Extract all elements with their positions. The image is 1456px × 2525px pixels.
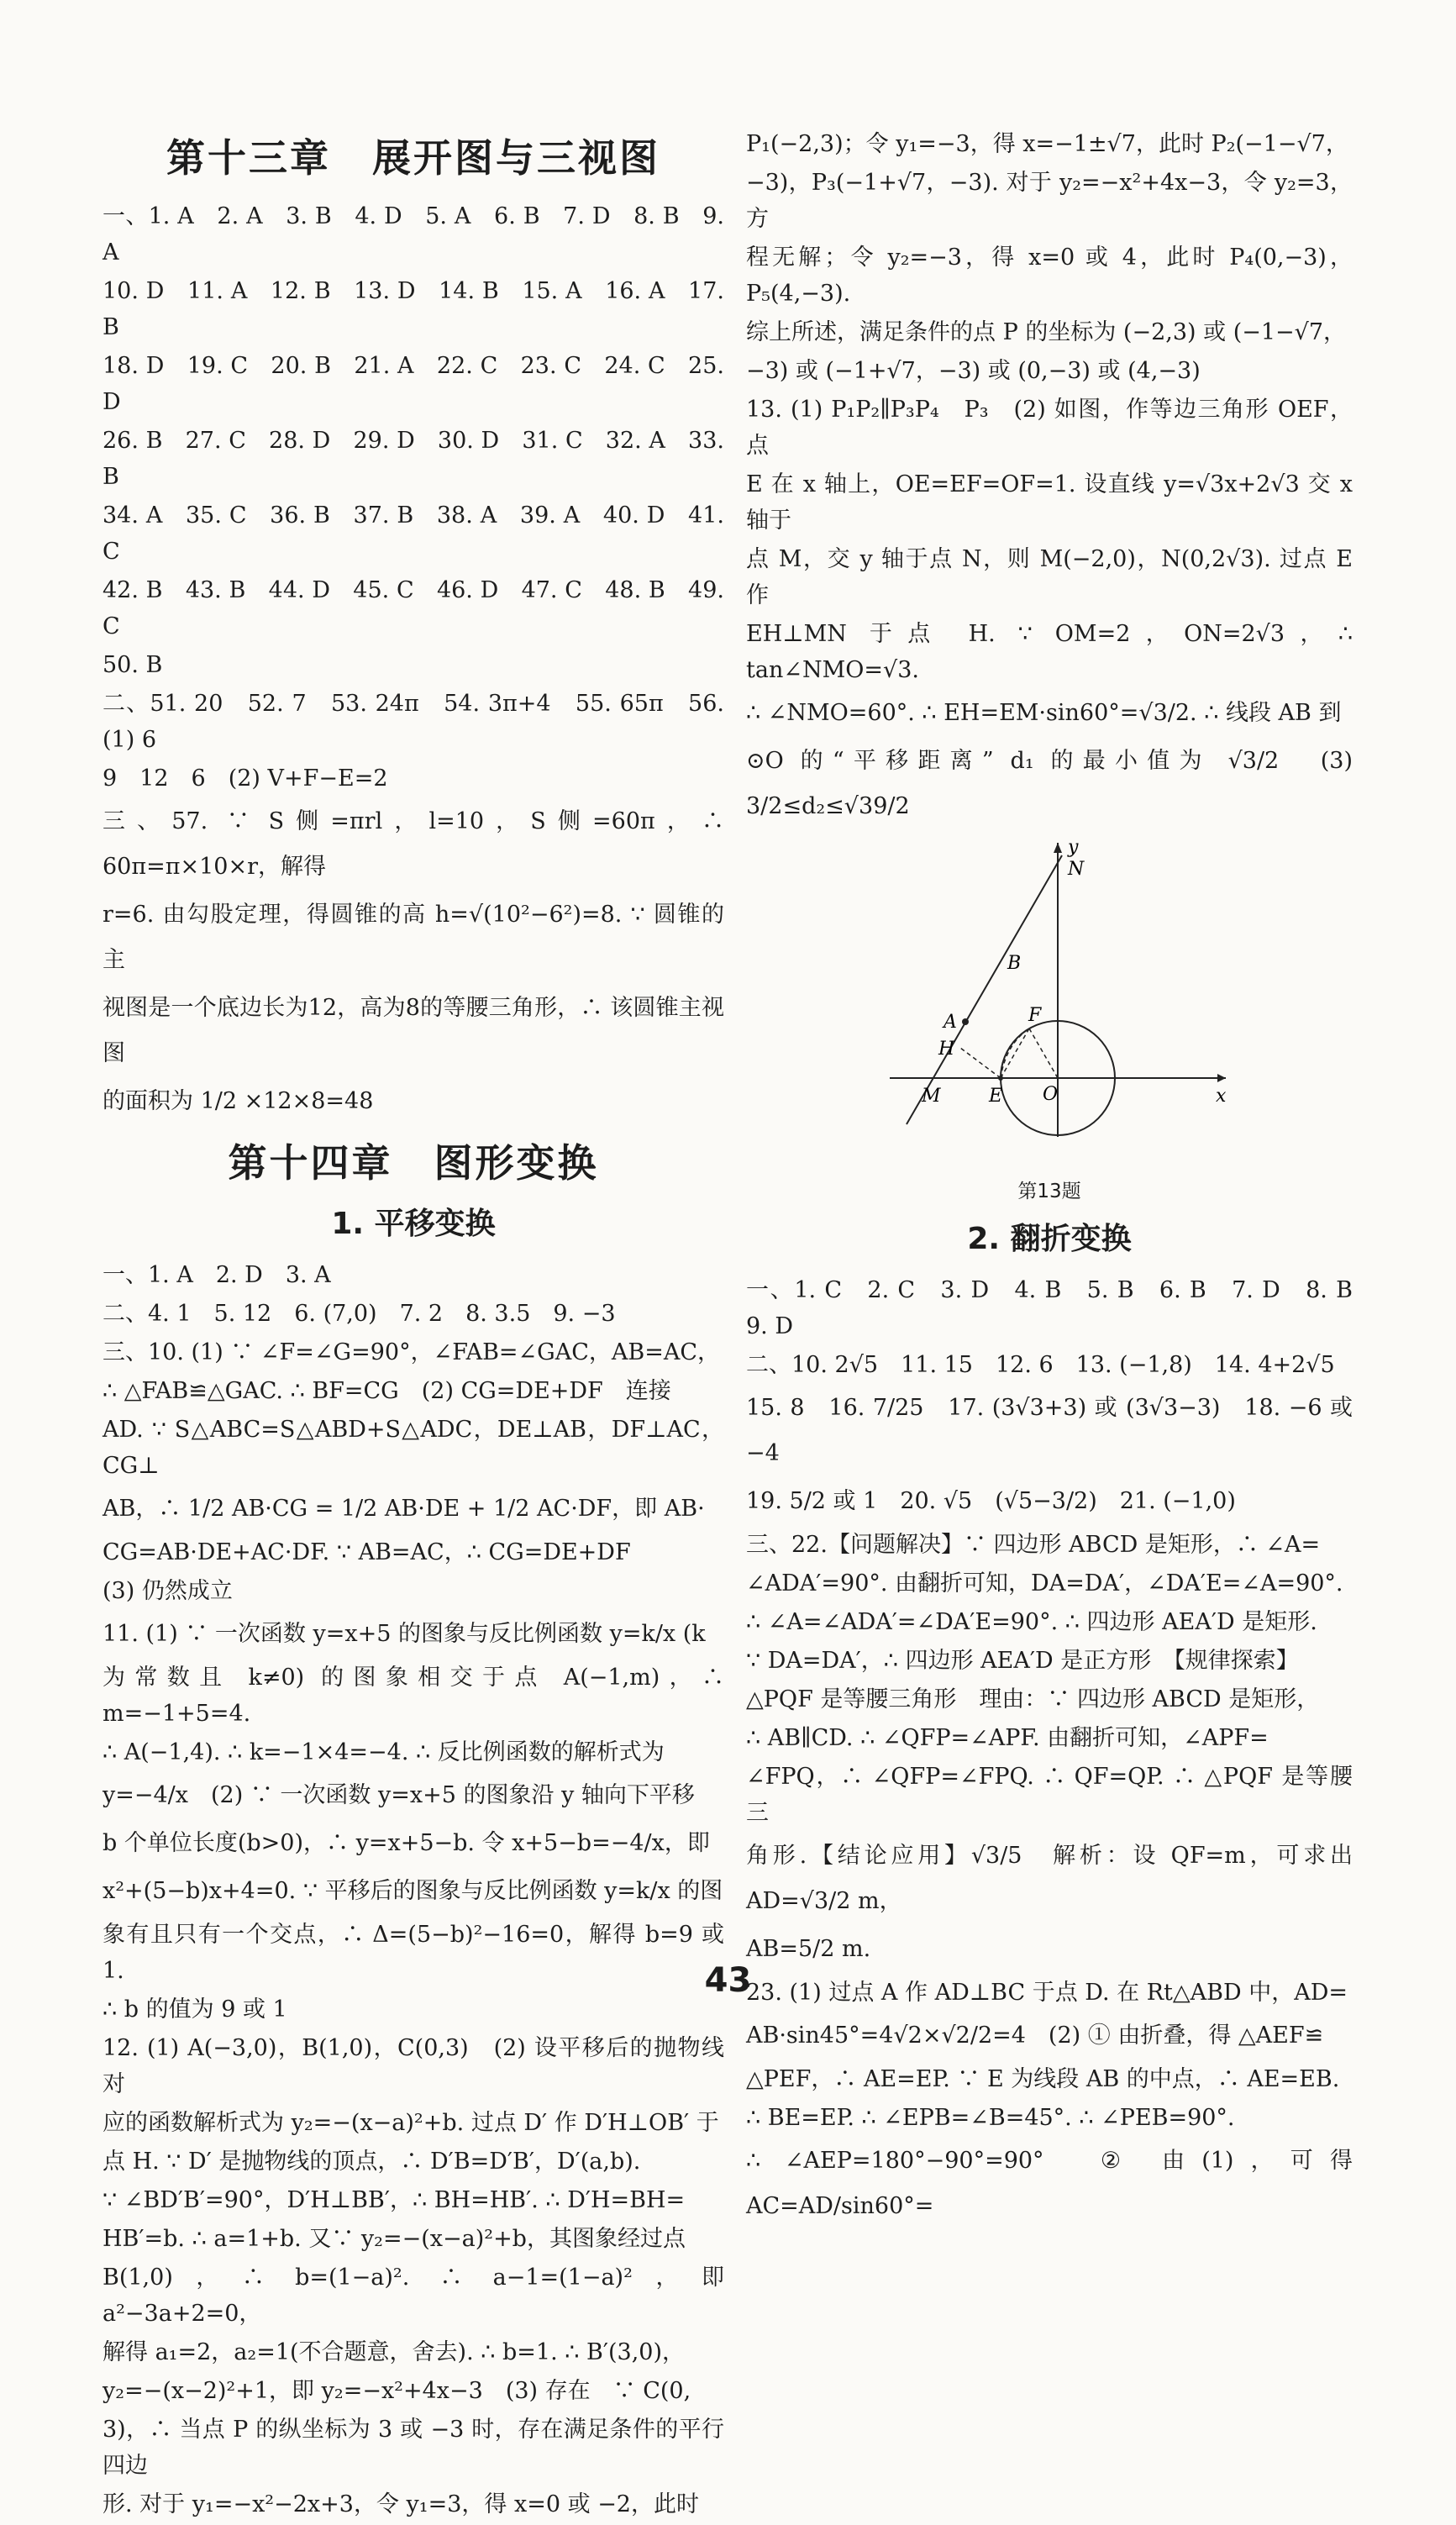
segment-fo <box>1029 1028 1058 1078</box>
answer-line: 26. B 27. C 28. D 29. D 30. D 31. C 32. A 33. B <box>102 428 724 490</box>
answer-line: 12. (1) A(−3,0)，B(1,0)，C(0,3) (2) 设平移后的抛物线对 <box>102 2035 724 2097</box>
answer-line: 一、1. A 2. D 3. A <box>102 1262 331 1288</box>
answer-line: 视图是一个底边长为12，高为8的等腰三角形，∴ 该圆锥主视图 <box>102 995 724 1066</box>
answer-line: 二、10. 2√5 11. 15 12. 6 13. (−1,8) 14. 4+2√5 <box>746 1352 1335 1378</box>
line-mn <box>907 855 1062 1124</box>
label-a: A <box>944 1012 957 1033</box>
label-o: O <box>1043 1084 1059 1105</box>
answer-line: ∠FPQ，∴ ∠QFP=∠FPQ. ∴ QF=QP. ∴ △PQF 是等腰三 <box>746 1764 1353 1826</box>
figure-13 <box>856 834 1243 1210</box>
answer-line: b 个单位长度(b>0)，∴ y=x+5−b. 令 x+5−b=−4/x，即 <box>102 1830 710 1856</box>
answer-line: AB，∴ 1/2 AB·CG = 1/2 AB·DE + 1/2 AC·DF，即 AB· <box>102 1496 705 1522</box>
answer-line: 50. B <box>102 652 163 678</box>
answer-line: 三、22.【问题解决】∵ 四边形 ABCD 是矩形，∴ ∠A= <box>746 1532 1321 1558</box>
answer-line: 三、10. (1) ∵ ∠F=∠G=90°，∠FAB=∠GAC，AB=AC， <box>102 1339 721 1365</box>
answer-line: 19. 5/2 或 1 20. √5 (√5−3/2) 21. (−1,0) <box>746 1488 1236 1514</box>
answer-line: 13. (1) P₁P₂∥P₃P₄ P₃ (2) 如图，作等边三角形 OEF，点 <box>746 397 1353 459</box>
answer-line: 解得 a₁=2，a₂=1(不合题意，舍去). ∴ b=1. ∴ B′(3,0)， <box>102 2339 686 2365</box>
chapter-13-title: 第十三章 展开图与三视图 <box>166 135 660 181</box>
answer-line: AB=5/2 m. <box>746 1936 871 1962</box>
answer-line: 18. D 19. C 20. B 21. A 22. C 23. C 24. C 25. D <box>102 353 724 415</box>
coordinate-diagram <box>856 834 1243 1170</box>
answer-line: ∴ ∠A=∠ADA′=∠DA′E=90°. ∴ 四边形 AEA′D 是矩形. <box>746 1609 1317 1635</box>
answer-line: ∴ ∠NMO=60°. ∴ EH=EM·sin60°=√3/2. ∴ 线段 AB 到 <box>746 700 1342 726</box>
label-m: M <box>922 1086 941 1107</box>
answer-line: 综上所述，满足条件的点 P 的坐标为 (−2,3) 或 (−1−√7， <box>746 319 1347 345</box>
right-column <box>746 126 1375 2232</box>
answer-line: ⊙O 的“平移距离” d₁ 的最小值为 √3/2 (3) 3/2≤d₂≤√39/2 <box>746 748 1353 819</box>
answer-line: CG=AB·DE+AC·DF. ∵ AB=AC，∴ CG=DE+DF <box>102 1539 631 1565</box>
answer-line: 42. B 43. B 44. D 45. C 46. D 47. C 48. B 49. C <box>102 577 724 639</box>
answer-line: ∴ AB∥CD. ∴ ∠QFP=∠APF. 由翻折可知，∠APF= <box>746 1725 1269 1751</box>
page-number: 43 <box>704 1961 752 2000</box>
answer-line: ∠ADA′=90°. 由翻折可知，DA=DA′，∠DA′E=∠A=90°. <box>746 1570 1343 1597</box>
point-e <box>998 1076 1003 1081</box>
answer-line: r=6. 由勾股定理，得圆锥的高 h=√(10²−6²)=8. ∵ 圆锥的主 <box>102 902 724 973</box>
y-axis-arrow <box>1054 843 1062 853</box>
label-x: x <box>1216 1086 1227 1107</box>
answer-line: −3) 或 (−1+√7，−3) 或 (0,−3) 或 (4,−3) <box>746 358 1201 384</box>
answer-line: AB·sin45°=4√2×√2/2=4 (2) ① 由折叠，得 △AEF≌ <box>746 2023 1324 2049</box>
label-e: E <box>989 1086 1003 1107</box>
label-n: N <box>1068 859 1085 880</box>
answer-line: 9 12 6 (2) V+F−E=2 <box>102 765 388 792</box>
answer-line: y=−4/x (2) ∵ 一次函数 y=x+5 的图象沿 y 轴向下平移 <box>102 1782 695 1808</box>
answer-line: 15. 8 16. 7/25 17. (3√3+3) 或 (3√3−3) 18. −6 或 −4 <box>746 1395 1353 1466</box>
answer-line: 一、1. A 2. A 3. B 4. D 5. A 6. B 7. D 8. B 9. A <box>102 203 724 266</box>
answer-line: EH⊥MN 于点 H. ∵ OM=2，ON=2√3，∴ tan∠NMO=√3. <box>746 621 1353 683</box>
answer-line: B(1,0)，∴ b=(1−a)². ∴ a−1=(1−a)²，即 a²−3a+2=0， <box>102 2265 724 2327</box>
answer-line: y₂=−(x−2)²+1，即 y₂=−x²+4x−3 (3) 存在 ∵ C(0, <box>102 2378 691 2404</box>
answer-line: AD. ∵ S△ABC=S△ABD+S△ADC，DE⊥AB，DF⊥AC，CG⊥ <box>102 1417 724 1479</box>
answer-line: HB′=b. ∴ a=1+b. 又∵ y₂=−(x−a)²+b，其图象经过点 <box>102 2226 686 2252</box>
answer-line: ∴ ∠AEP=180°−90°=90° ② 由(1)，可得 AC=AD/sin60°= <box>746 2148 1353 2219</box>
answer-line: △PEF，∴ AE=EP. ∵ E 为线段 AB 的中点，∴ AE=EB. <box>746 2066 1340 2092</box>
segment-eh <box>960 1048 1001 1078</box>
answer-line: 角形.【结论应用】√3/5 解析：设 QF=m，可求出 AD=√3/2 m， <box>746 1843 1353 1914</box>
figure-caption: 第13题 <box>1017 1181 1081 1202</box>
answer-line: 象有且只有一个交点，∴ Δ=(5−b)²−16=0，解得 b=9 或 1. <box>102 1922 724 1984</box>
point-a <box>962 1018 969 1025</box>
label-f: F <box>1028 1005 1042 1026</box>
section-1-title: 1. 平移变换 <box>331 1207 496 1241</box>
answer-line: ∴ BE=EP. ∴ ∠EPB=∠B=45°. ∴ ∠PEB=90°. <box>746 2105 1235 2131</box>
answer-line: 10. D 11. A 12. B 13. D 14. B 15. A 16. A 17. B <box>102 278 724 340</box>
chapter-14-title: 第十四章 图形变换 <box>228 1140 599 1186</box>
answer-line: 为常数且 k≠0) 的图象相交于点 A(−1,m)，∴ m=−1+5=4. <box>102 1665 724 1727</box>
answer-line: △PQF 是等腰三角形 理由：∵ 四边形 ABCD 是矩形， <box>746 1686 1320 1712</box>
answer-line: 二、51. 20 52. 7 53. 24π 54. 3π+4 55. 65π 56. (1) 6 <box>102 691 724 753</box>
answer-line: 34. A 35. C 36. B 37. B 38. A 39. A 40. D 41. C <box>102 502 724 565</box>
answer-line: 23. (1) 过点 A 作 AD⊥BC 于点 D. 在 Rt△ABD 中，AD= <box>746 1980 1348 2006</box>
answer-line: 的面积为 1/2 ×12×8=48 <box>102 1088 374 1114</box>
answer-line: 形. 对于 y₁=−x²−2x+3，令 y₁=3，得 x=0 或 −2，此时 <box>102 2491 699 2517</box>
answer-line: 11. (1) ∵ 一次函数 y=x+5 的图象与反比例函数 y=k/x (k <box>102 1621 706 1647</box>
answer-line: 一、1. C 2. C 3. D 4. B 5. B 6. B 7. D 8. B 9. D <box>746 1277 1375 1339</box>
left-column <box>102 126 724 2525</box>
answer-line: 应的函数解析式为 y₂=−(x−a)²+b. 过点 D′ 作 D′H⊥OB′ 于 <box>102 2110 719 2136</box>
answer-line: (3) 仍然成立 <box>102 1578 233 1604</box>
answer-line: −3)，P₃(−1+√7，−3). 对于 y₂=−x²+4x−3，令 y₂=3，方 <box>746 170 1353 232</box>
section-2-title: 2. 翻折变换 <box>967 1222 1132 1256</box>
answer-line: ∴ b 的值为 9 或 1 <box>102 1996 287 2023</box>
answer-line: 点 H. ∵ D′ 是抛物线的顶点，∴ D′B=D′B′，D′(a,b). <box>102 2149 641 2175</box>
answer-line: 二、4. 1 5. 12 6. (7,0) 7. 2 8. 3.5 9. −3 <box>102 1301 616 1327</box>
answer-line: P₁(−2,3)；令 y₁=−3，得 x=−1±√7，此时 P₂(−1−√7， <box>746 131 1348 157</box>
segment-ef <box>1001 1028 1029 1078</box>
answer-line: ∵ ∠BD′B′=90°，D′H⊥BB′，∴ BH=HB′. ∴ D′H=BH= <box>102 2187 686 2213</box>
answer-line: E 在 x 轴上，OE=EF=OF=1. 设直线 y=√3x+2√3 交 x 轴于 <box>746 471 1353 534</box>
answer-line: 三、57. ∵ S侧=πrl，l=10，S侧=60π，∴ 60π=π×10×r，解得 <box>102 808 724 880</box>
label-y: y <box>1068 837 1079 858</box>
answer-line: ∵ DA=DA′，∴ 四边形 AEA′D 是正方形 【规律探索】 <box>746 1648 1299 1674</box>
answer-line: 3)，∴ 当点 P 的纵坐标为 3 或 −3 时，存在满足条件的平行四边 <box>102 2417 724 2479</box>
answer-line: ∴ A(−1,4). ∴ k=−1×4=−4. ∴ 反比例函数的解析式为 <box>102 1739 665 1765</box>
answer-line: x²+(5−b)x+4=0. ∵ 平移后的图象与反比例函数 y=k/x 的图 <box>102 1878 723 1904</box>
label-b: B <box>1007 953 1022 974</box>
answer-line: ∴ △FAB≌△GAC. ∴ BF=CG (2) CG=DE+DF 连接 <box>102 1378 671 1404</box>
label-h: H <box>938 1039 955 1060</box>
answer-line: 点 M，交 y 轴于点 N，则 M(−2,0)，N(0,2√3). 过点 E 作 <box>746 546 1353 608</box>
answer-line: 程无解；令 y₂=−3，得 x=0 或 4，此时 P₄(0,−3)，P₅(4,−3). <box>746 245 1353 307</box>
x-axis-arrow <box>1217 1074 1226 1082</box>
